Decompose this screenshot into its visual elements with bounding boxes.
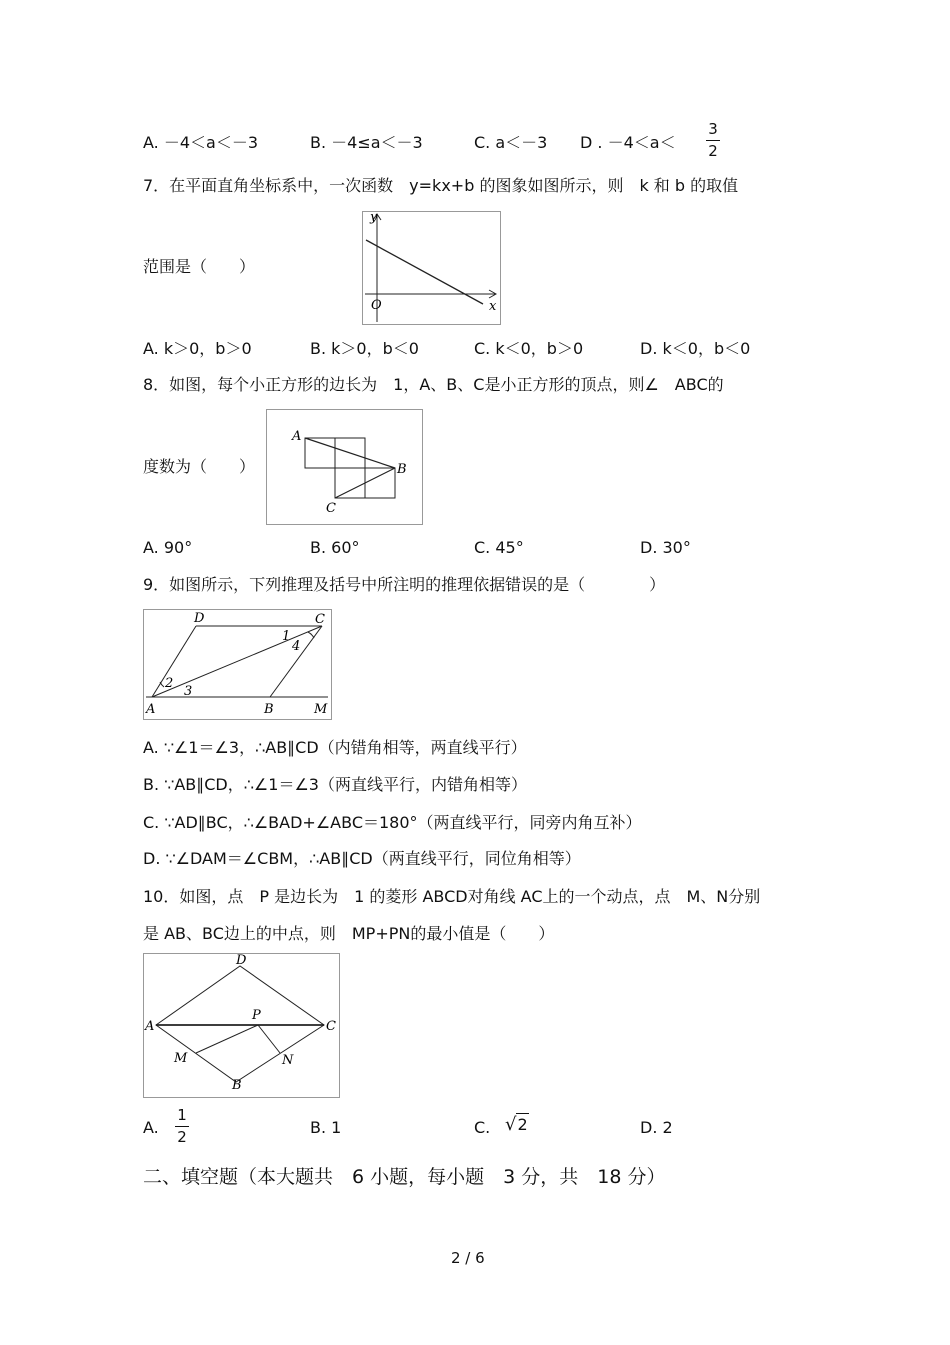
q9-option-b: B. ∵AB∥CD，∴∠1＝∠3（两直线平行，内错角相等） [143,775,527,794]
q7-option-c: C. k＜0，b＞0 [474,339,584,358]
grid-square [335,468,365,498]
fraction-numerator: 1 [177,1106,187,1124]
q6-option-a: A. －4＜a＜－3 [143,133,259,152]
q10-option-a: A. [143,1118,159,1137]
q8-stem: 8．如图，每个小正方形的边长为 1，A、B、C是小正方形的顶点，则∠ ABC的 [143,375,724,394]
q8-stem-cont: 度数为（ ） [143,457,256,476]
label-c: C [326,1019,336,1034]
q6-option-d-fraction [706,122,720,159]
q8-option-c: C. 45° [474,538,524,557]
label-x: x [489,299,497,314]
q10-option-d: D. 2 [640,1118,673,1137]
q9-option-c: C. ∵AD∥BC，∴∠BAD+∠ABC＝180°（两直线平行，同旁内角互补） [143,813,642,832]
q8-option-a: A. 90° [143,538,193,557]
q7-stem: 7．在平面直角坐标系中，一次函数 y=kx+b 的图象如图所示，则 k 和 b 的取值 [143,176,739,195]
label-c: C [326,501,336,516]
label-angle-3: 3 [184,684,193,699]
label-y: y [370,212,378,225]
q6-option-b: B. －4≤a＜－3 [310,133,423,152]
q8-option-b: B. 60° [310,538,360,557]
label-b: B [232,1078,242,1093]
q10-option-a-fraction [175,1108,189,1145]
q10-figure-rhombus [143,953,340,1098]
sqrt-icon: √ [505,1114,517,1135]
label-n: N [282,1053,294,1068]
segment-pn [258,1025,280,1053]
label-p: P [252,1008,261,1023]
q7-option-d: D. k＜0，b＜0 [640,339,751,358]
label-c: C [315,612,325,627]
grid-square [365,468,395,498]
sqrt-radicand: 2 [517,1115,528,1134]
q9-figure-parallelogram [143,609,332,720]
q9-option-a: A. ∵∠1＝∠3，∴AB∥CD（内错角相等，两直线平行） [143,738,527,757]
q6-option-d: D . －4＜a＜ [580,133,676,152]
label-a: A [292,429,302,444]
q10-option-c-sqrt [505,1116,529,1134]
q10-stem: 10．如图，点 P 是边长为 1 的菱形 ABCD对角线 AC上的一个动点，点 M、N分别 [143,887,761,906]
label-d: D [194,611,205,626]
q10-stem-cont: 是 AB、BC边上的中点，则 MP+PN的最小值是（ ） [143,924,555,943]
segment-ab [305,438,395,468]
segment-mp [196,1025,258,1053]
label-angle-2: 2 [165,676,174,691]
q10-option-b: B. 1 [310,1118,342,1137]
angle-mark [308,632,314,638]
q8-figure-grid [266,409,423,525]
label-m: M [174,1051,188,1066]
q9-option-d: D. ∵∠DAM＝∠CBM，∴AB∥CD（两直线平行，同位角相等） [143,849,581,868]
label-b: B [397,462,407,477]
label-b: B [264,702,274,717]
q10-option-c: C. [474,1118,491,1137]
label-a: A [146,702,156,717]
q7-option-a: A. k＞0，b＞0 [143,339,252,358]
q7-stem-cont: 范围是（ ） [143,257,256,276]
page-number: 2 / 6 [451,1249,485,1267]
q8-option-d: D. 30° [640,538,691,557]
angle-mark [160,682,164,687]
label-angle-4: 4 [292,639,301,654]
section-heading-fill-in: 二、填空题（本大题共 6 小题，每小题 3 分，共 18 分） [143,1166,666,1188]
label-m: M [314,702,328,717]
label-a: A [145,1019,155,1034]
q6-option-c: C. a＜－3 [474,133,548,152]
label-d: D [236,954,247,968]
q7-figure-graph [362,211,501,325]
fraction-denominator: 2 [708,142,718,160]
label-origin: O [371,298,382,313]
fraction-numerator: 3 [708,120,718,138]
label-angle-1: 1 [282,629,291,644]
q7-option-b: B. k＞0，b＜0 [310,339,419,358]
q9-stem: 9．如图所示，下列推理及括号中所注明的推理依据错误的是（ ） [143,575,666,594]
fraction-denominator: 2 [177,1128,187,1146]
